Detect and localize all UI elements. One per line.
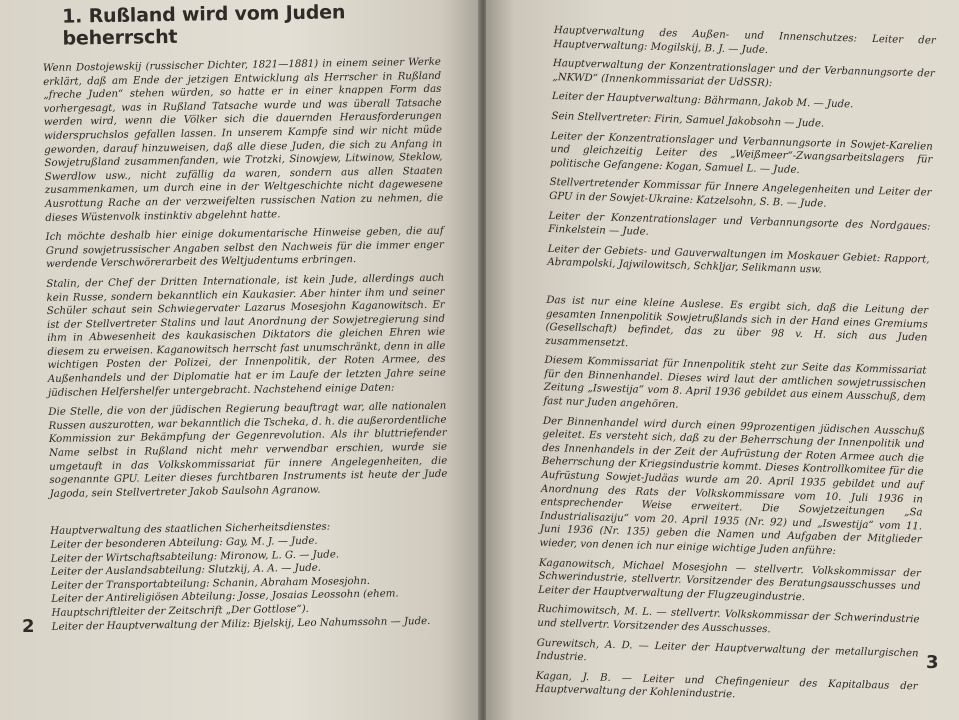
- right-paragraph: Gurewitsch, A. D. — Leiter der Hauptverwaltung der metallurgischen Industrie.: [536, 637, 919, 664]
- right-paragraph: Stellvertretender Kommissar für Innere Angelegenheiten und Leiter der GPU in der Sowjet-Ukraine: Katzelsohn, S. B. — Jude.: [549, 177, 932, 210]
- list-item: Hauptverwaltung des staatlichen Sicherheitsdienstes:: [50, 521, 331, 538]
- right-paragraph: Kaganowitsch, Michael Mosesjohn — stellvertr. Volkskommissar der Schwerindustrie, stellvertr. Vorsitzender des Beratungsausschusses und Leiter der Hauptverwaltung der Flugzeugindustrie.: [538, 557, 921, 604]
- right-paragraph: Hauptverwaltung der Konzentrationslager und der Verbannungsorte der „NKWD“ (Innenkommissariat der UdSSR):: [552, 58, 935, 89]
- right-paragraph: Hauptverwaltung des Außen- und Innenschutzes: Leiter der Hauptverwaltung: Mogilskij, B. J. — Jude.: [553, 24, 936, 56]
- list-item: Leiter der Auslandsabteilung: Slutzkij, A. A. — Jude.: [50, 562, 322, 579]
- right-paragraph: Sein Stellvertreter: Firin, Samuel Jakobsohn — Jude.: [551, 110, 825, 130]
- left-text-column: [42, 0, 450, 634]
- right-page: [486, 0, 959, 720]
- officials-list: [50, 519, 450, 634]
- right-paragraph: Leiter der Konzentrationslager und Verbannungsorte des Nordgaues: Finkelstein — Jude.: [548, 210, 931, 238]
- right-paragraph: Leiter der Gebiets- und Gauverwaltungen im Moskauer Gebiet: Rapport, Abrampolski, Jajwilowitsch, Schkljar, Selikmann usw.: [547, 243, 930, 276]
- list-item: Leiter der Antireligiösen Abteilung: Josse, Josaias Leossohn (ehem. Hauptschriftleiter der Zeitschrift „Der Gottlose“).: [51, 588, 399, 619]
- list-item: Leiter der Hauptverwaltung der Miliz: Bjelskij, Leo Nahumssohn — Jude.: [51, 615, 431, 633]
- right-text-column: [535, 24, 936, 713]
- right-paragraph: Ruchimowitsch, M. L. — stellvertr. Volkskommissar der Schwerindustrie und stellvertr. Vorsitzender des Ausschusses.: [537, 604, 920, 636]
- left-paragraph: Die Stelle, die von der jüdischen Regierung beauftragt war, alle nationalen Russen auszurotten, war bekanntlich die Tscheka, d. h. die außerordentliche Kommission zur Bekämpfung der Gegenrevolution. Als ihr bluttriefender Name selbst in Rußland nicht mehr verwendbar erschien, wurde sie umgetauft in das Volkskommissariat für innere Angelegenheiten, die sogenannte GPU. Leiter dieses furchtbaren Instruments ist heute der Jude Jagoda, sein Stellvertreter Jakob Saulsohn Agranow.: [48, 400, 448, 500]
- right-paragraph: Kagan, J. B. — Leiter und Chefingenieur des Kapitalbaus der Hauptverwaltung der Kohlenindustrie.: [535, 670, 918, 701]
- right-paragraph: Der Binnenhandel wird durch einen 99prozentigen jüdischen Ausschuß geleitet. Es versteht sich, daß zu der Beherrschung der Innenpolitik und des Innenhandels in der Zeit der Aufrüstung der Roten Armee auch die Beherrschung der Kriegsindustrie kommt. Dieses Kontrollkomitee für die Aufrüstung Sowjet-Judäas wurde am 20. April 1935 gebildet und auf Anordnung des Rats der Volkskommissare vom 10. Juli 1936 in entsprechender Weise erweitert. Die Sowjetzeitungen „Sa Industrialisaziju“ vom 20. April 1935 (Nr. 92) und „Iswestija“ vom 11. Juni 1936 (Nr. 135) geben die Namen und Aufgaben der Mitglieder wieder, von denen ich nur einige wichtige Juden anführe:: [539, 415, 925, 558]
- right-paragraph: Das ist nur eine kleine Auslese. Es ergibt sich, daß die Leitung der gesamten Innenpolitik Sowjetrußlands sich in der Hand eines Gremiums (Gesellschaft) befindet, das zu über 98 v. H. sich aus Juden zusammensetzt.: [544, 294, 929, 349]
- page-number-right: 3: [926, 652, 939, 673]
- left-paragraph: Stalin, der Chef der Dritten Internationale, ist kein Jude, allerdings auch kein Russe, sondern bekanntlich ein Kaukasier. Aber hinter ihm und seiner Schüler schaut sein Schwiegervater Lazarus Mosesjohn Kaganowitsch. Er ist der Stellvertreter Stalins und laut Anordnung der Sowjetregierung sind ihm in Abwesenheit des kaukasischen Diktators die gleichen Ehren wie diesem zu erweisen. Kaganowitsch herrscht fast unumschränkt, denn in alle wichtigen Posten der Polizei, der Innenpolitik, der Roten Armee, des Außenhandels und der Diplomatie hat er im Laufe der letzten Jahre seine jüdischen Helfershelfer untergebracht. Nachstehend einige Daten:: [46, 272, 446, 399]
- list-item: Leiter der Transportabteilung: Schanin, Abraham Mosesjohn.: [51, 575, 371, 592]
- right-paragraph: Leiter der Konzentrationslager und Verbannungsorte in Sowjet-Karelien und gleichzeitig Leiter des „Weißmeer“-Zwangsarbeitslagers für politische Gefangene: Kogan, Samuel L. — Jude.: [549, 130, 933, 176]
- list-item: Leiter der Wirtschaftsabteilung: Mironow, L. G. — Jude.: [50, 548, 340, 565]
- list-item: Leiter der besonderen Abteilung: Gay, M. J. — Jude.: [50, 535, 318, 551]
- chapter-heading: 1. Rußland wird vom Juden beherrscht: [61, 1, 346, 50]
- left-paragraph: Ich möchte deshalb hier einige dokumentarische Hinweise geben, die auf Grund sowjetrussischer Angaben selbst den Nachweis für die immer enger werdende Verschwörerarbeit des Weltjudentums erbringen.: [45, 225, 444, 271]
- right-paragraph: Diesem Kommissariat für Innenpolitik steht zur Seite das Kommissariat für den Binnenhandel. Dieses wird laut der amtlichen sowjetrussischen Zeitung „Iswestija“ vom 8. April 1936 gebildet aus einem Ausschuß, dem fast nur Juden angehören.: [543, 355, 927, 411]
- right-paragraph: Leiter der Hauptverwaltung: Bährmann, Jakob M. — Jude.: [551, 91, 854, 111]
- left-paragraph: Wenn Dostojewskij (russischer Dichter, 1821—1881) in einem seiner Werke erklärt, daß am Ende der jetzigen Entwicklung als Herrscher in Rußland „freche Juden“ stehen würden, so hatte er in einer knappen Form das vorhergesagt, was in Rußland Tatsache wurde und was überall Tatsache werden wird, wenn die Völker sich die dauernden Herausforderungen widerspruchslos gefallen lassen. In unserem Kampfe sind wir nicht müde geworden, darauf hinzuweisen, daß alle diese Juden, die sich zu Anfang in Sowjetrußland zusammenfanden, wie Trotzki, Sinowjew, Litwinow, Steklow, Swerdlow usw., nicht zufällig da waren, sondern aus allen Staaten zusammenkamen, um durch eine in der Weltgeschichte nicht dagewesene Ausrottung Rache an der verzweifelten russischen Nation zu nehmen, die dieses Wüstenvolk instinktiv abgelehnt hatte.: [42, 56, 444, 224]
- page-number-left: 2: [22, 616, 35, 637]
